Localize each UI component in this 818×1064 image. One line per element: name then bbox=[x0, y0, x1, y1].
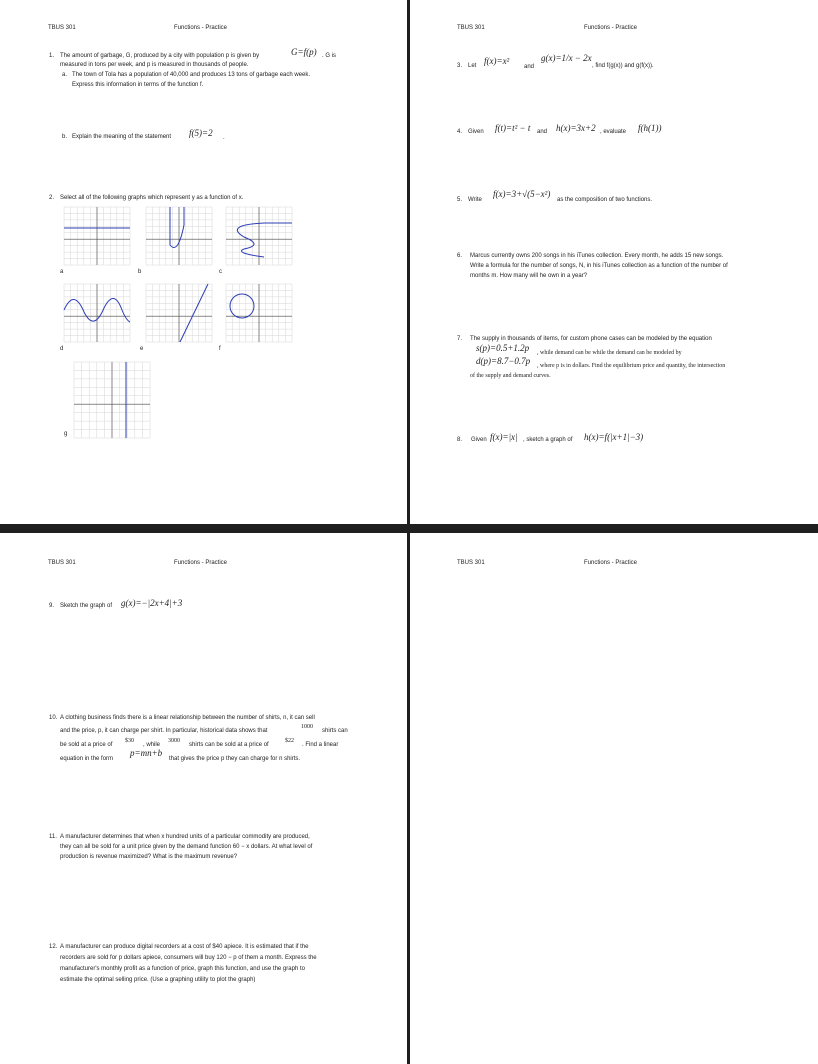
q2-text: Select all of the following graphs which represent y as a function of x. bbox=[60, 195, 244, 201]
graph-a bbox=[62, 205, 132, 267]
q12-number: 12. bbox=[49, 944, 58, 950]
header-course: TBUS 301 bbox=[457, 560, 485, 566]
q10-line3-mid: shirts can be sold at a price of bbox=[189, 742, 269, 748]
q12-line1: A manufacturer can produce digital recorders at a cost of $40 apiece. It is estimated that if the bbox=[60, 944, 309, 950]
q1a-text: The town of Tola has a population of 40,000 and produces 13 tons of garbage each week. bbox=[72, 72, 311, 78]
q1b-formula: f(5)=2 bbox=[189, 128, 213, 138]
q10-line1: A clothing business finds there is a linear relationship between the number of shirts, n, it can sell bbox=[60, 715, 315, 721]
q4-f: f(t)=t² − t bbox=[495, 123, 531, 133]
q4-given: Given bbox=[468, 129, 484, 135]
q10-line4: equation in the form bbox=[60, 756, 114, 762]
q10-line3-end: . Find a linear bbox=[302, 742, 339, 748]
q7-line1: The supply in thousands of items, for custom phone cases can be modeled by the equation bbox=[470, 336, 712, 342]
graph-label-b: b bbox=[138, 269, 142, 275]
q1-formula: G=f(p) bbox=[291, 47, 317, 57]
q10-line3-while: , while bbox=[143, 742, 161, 748]
q3-find: , find f(g(x)) and g(f(x)). bbox=[592, 63, 654, 69]
q1b-end: . bbox=[223, 135, 225, 141]
graph-f bbox=[224, 282, 294, 344]
header-title: Functions - Practice bbox=[584, 25, 638, 31]
page-4 bbox=[410, 533, 818, 1064]
graph-label-c: c bbox=[219, 269, 222, 275]
page-3 bbox=[0, 533, 407, 1064]
header-course: TBUS 301 bbox=[48, 560, 76, 566]
q6-line1: Marcus currently owns 200 songs in his iTunes collection. Every month, he adds 15 new songs. bbox=[470, 253, 724, 259]
q11-line3: production is revenue maximized? What is the maximum revenue? bbox=[60, 854, 238, 860]
q4-h: h(x)=3x+2 bbox=[556, 123, 596, 133]
q10-p2: $22 bbox=[285, 738, 294, 744]
graph-label-e: e bbox=[140, 346, 144, 352]
q9-text: Sketch the graph of bbox=[60, 603, 113, 609]
q1a-label: a. bbox=[62, 72, 68, 78]
q1-text: The amount of garbage, G, produced by a city with population p is given by bbox=[60, 53, 260, 59]
q11-number: 11. bbox=[49, 834, 57, 840]
q3-and: and bbox=[524, 64, 535, 70]
q4-and: and bbox=[537, 129, 548, 135]
q6-number: 6. bbox=[457, 253, 463, 259]
q12-line3: manufacturer's monthly profit as a function of price, graph this function, and use the graph to bbox=[60, 966, 305, 972]
q10-line2: and the price, p, it can charge per shirt. In particular, historical data shows that bbox=[60, 728, 268, 734]
q5-f: f(x)=3+√(5−x²) bbox=[493, 189, 551, 199]
q7-line2: , while demand can be while the demand can be modeled by bbox=[537, 350, 682, 356]
q3-f: f(x)=x² bbox=[484, 56, 510, 66]
q8-given: Given bbox=[471, 437, 487, 443]
q11-line1: A manufacturer determines that when x hundred units of a particular commodity are produced, bbox=[60, 834, 310, 840]
q7-number: 7. bbox=[457, 336, 463, 342]
q3-number: 3. bbox=[457, 63, 463, 69]
q9-g: g(x)=−|2x+4|+3 bbox=[121, 598, 183, 608]
q10-n1: 1000 bbox=[301, 724, 313, 730]
q1a-text-line2: Express this information in terms of the function f. bbox=[72, 82, 204, 88]
q8-f: f(x)=|x| bbox=[490, 432, 518, 442]
graph-label-a: a bbox=[60, 269, 64, 275]
header-title: Functions - Practice bbox=[174, 25, 228, 31]
q10-n2: 3000 bbox=[168, 738, 180, 744]
q1b-label: b. bbox=[62, 134, 68, 140]
page-2 bbox=[410, 0, 818, 524]
page-1 bbox=[0, 0, 407, 524]
graph-label-g: g bbox=[64, 431, 68, 437]
graph-g bbox=[72, 360, 152, 440]
q3-let: Let bbox=[468, 63, 477, 69]
q11-line2: they can all be sold for a unit price given by the demand function 60 − x dollars. At what level of bbox=[60, 844, 313, 850]
q10-form: p=mn+b bbox=[130, 748, 163, 758]
q4-expr: f(h(1)) bbox=[638, 123, 662, 133]
graph-label-d: d bbox=[60, 346, 64, 352]
q10-p1: $30 bbox=[125, 738, 134, 744]
q12-line2: recorders are sold for p dollars apiece, consumers will buy 120 − p of them a month. Express the bbox=[60, 955, 317, 961]
header-course: TBUS 301 bbox=[457, 25, 485, 31]
q6-line3: months m. How many will he own in a year? bbox=[470, 273, 588, 279]
q3-g: g(x)=1/x − 2x bbox=[541, 53, 592, 63]
q7-line3: , where p is in dollars. Find the equilibrium price and quantity, the intersection bbox=[537, 363, 726, 369]
q2-number: 2. bbox=[49, 195, 55, 201]
q1b-text: Explain the meaning of the statement bbox=[72, 134, 172, 140]
header-course: TBUS 301 bbox=[48, 25, 76, 31]
graph-d bbox=[62, 282, 132, 344]
graph-c bbox=[224, 205, 294, 267]
q7-supply: s(p)=0.5+1.2p bbox=[476, 343, 530, 353]
q1-text-line2: measured in tons per week, and p is measured in thousands of people. bbox=[60, 62, 249, 68]
q10-line3: be sold at a price of bbox=[60, 742, 113, 748]
graph-b bbox=[144, 205, 214, 267]
q8-number: 8. bbox=[457, 437, 463, 443]
q5-number: 5. bbox=[457, 197, 463, 203]
q10-line2-end: shirts can bbox=[322, 728, 348, 734]
q6-line2: Write a formula for the number of songs, N, in his iTunes collection as a function of the number of bbox=[470, 263, 728, 269]
q8-h: h(x)=f(|x+1|−3) bbox=[584, 432, 644, 442]
q12-line4: estimate the optimal selling price. (Use a graphing utility to plot the graph) bbox=[60, 977, 256, 983]
q4-number: 4. bbox=[457, 129, 463, 135]
q10-line4-end: that gives the price p they can charge for n shirts. bbox=[169, 756, 301, 762]
q7-line4: of the supply and demand curves. bbox=[470, 373, 551, 379]
q9-number: 9. bbox=[49, 603, 55, 609]
q1-text-end: . G is bbox=[322, 53, 337, 59]
q1-number: 1. bbox=[49, 53, 55, 59]
q5-write: Write bbox=[468, 197, 482, 203]
q10-number: 10. bbox=[49, 715, 58, 721]
q5-end: as the composition of two functions. bbox=[557, 197, 653, 203]
graph-label-f: f bbox=[219, 346, 221, 352]
header-title: Functions - Practice bbox=[174, 560, 228, 566]
graph-e bbox=[144, 282, 214, 344]
q8-text: , sketch a graph of bbox=[523, 437, 573, 443]
q4-evaluate: , evaluate bbox=[600, 129, 627, 135]
header-title: Functions - Practice bbox=[584, 560, 638, 566]
q7-demand: d(p)=8.7−0.7p bbox=[476, 356, 531, 366]
